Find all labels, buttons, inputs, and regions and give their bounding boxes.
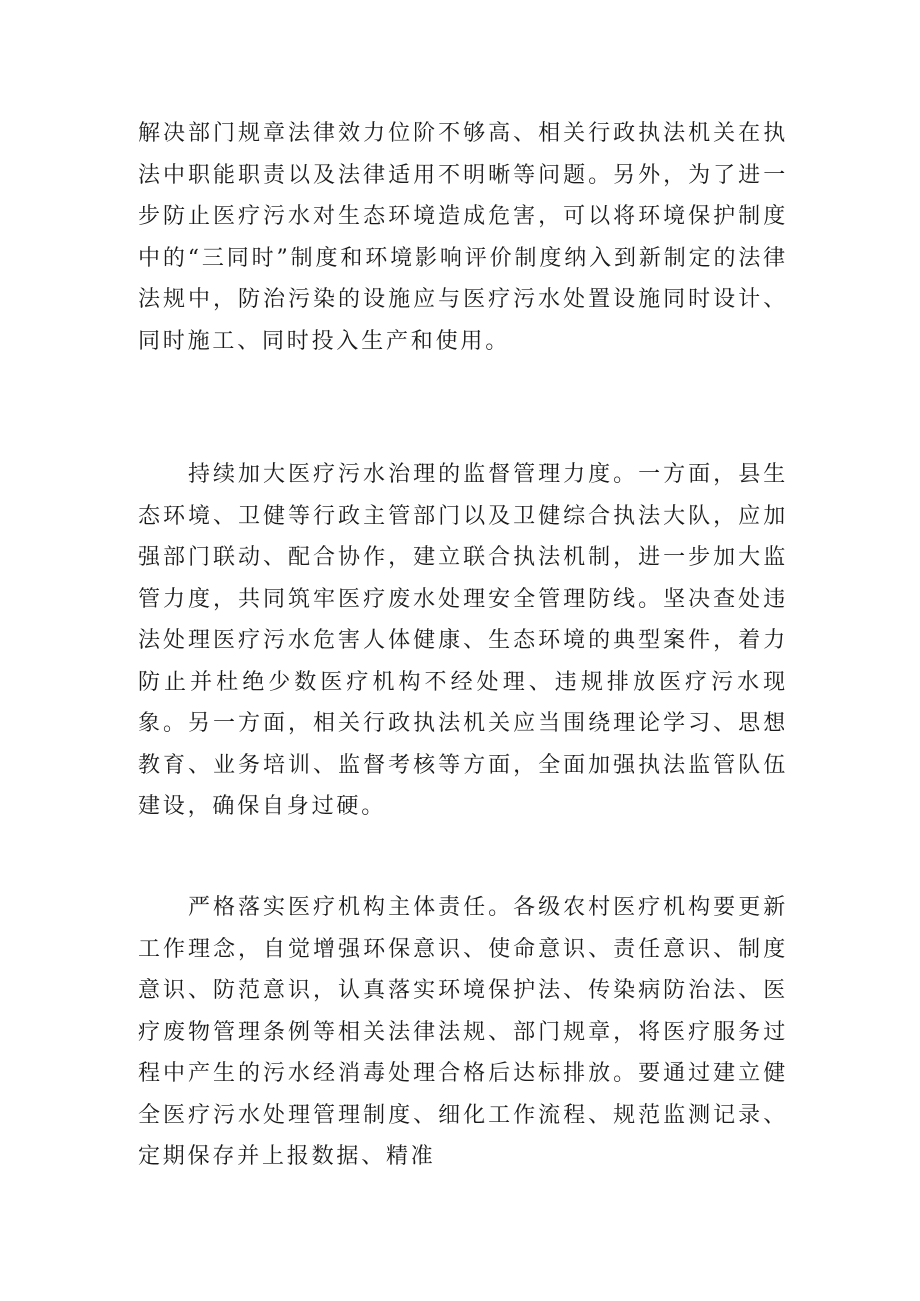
paragraph-2: 持续加大医疗污水治理的监督管理力度。一方面，县生态环境、卫健等行政主管部门以及卫健综合执法大队，应加强部门联动、配合协作，建立联合执法机制，进一步加大监管力度，共同筑牢医疗废水处理安全管理防线。坚决查处违法处理医疗污水危害人体健康、生态环境的典型案件，着力防止并杜绝少数医疗机构不经处理、违规排放医疗污水现象。另一方面，相关行政执法机关应当围绕理论学习、思想教育、业务培训、监督考核等方面，全面加强执法监管队伍建设，确保自身过硬。 [138, 462, 788, 819]
paragraph-1: 解决部门规章法律效力位阶不够高、相关行政执法机关在执法中职能职责以及法律适用不明晰等问题。另外，为了进一步防止医疗污水对生态环境造成危害，可以将环境保护制度中的“三同时”制度和环境影响评价制度纳入到新制定的法律法规中，防治污染的设施应与医疗污水处置设施同时设计、同时施工、同时投入生产和使用。 [138, 121, 788, 354]
paragraph-3: 严格落实医疗机构主体责任。各级农村医疗机构要更新工作理念，自觉增强环保意识、使命意识、责任意识、制度意识、防范意识，认真落实环境保护法、传染病防治法、医疗废物管理条例等相关法律法规、部门规章，将医疗服务过程中产生的污水经消毒处理合格后达标排放。要通过建立健全医疗污水处理管理制度、细化工作流程、规范监测记录、定期保存并上报数据、精准 [138, 895, 788, 1169]
